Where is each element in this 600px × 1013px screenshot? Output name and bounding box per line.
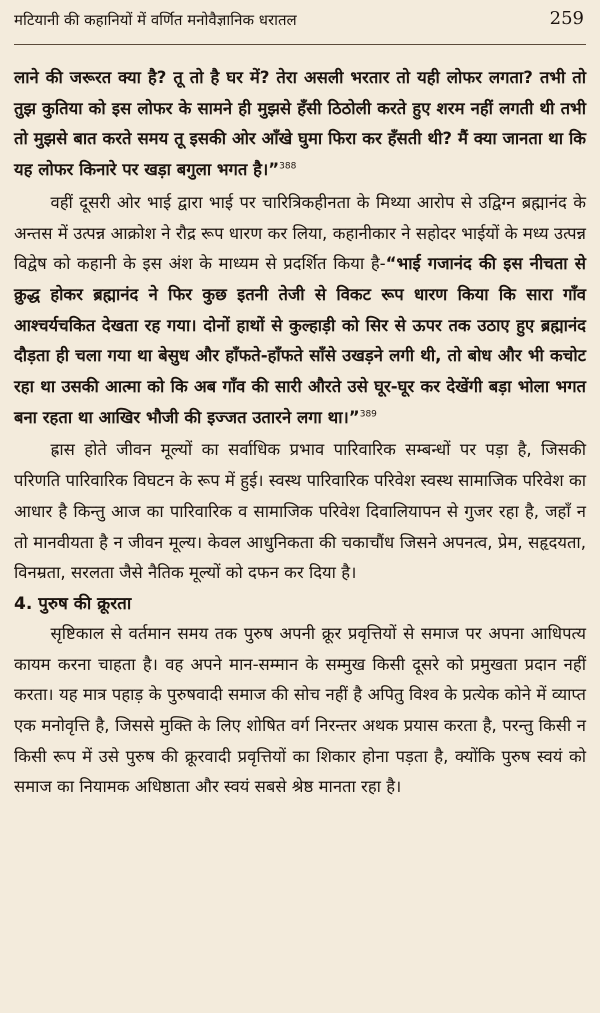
page-header: [14, 0, 586, 45]
page-number: 259: [549, 8, 584, 29]
paragraph-male-cruelty: सृष्टिकाल से वर्तमान समय तक पुरुष अपनी क्रूर प्रवृत्तियों से समाज पर अपना आधिपत्य कायम करना चाहता है। वह अपने मान-सम्मान के सम्मुख किसी दूसरे को प्रमुखता प्रदान नहीं करता। यह मात्र पहाड़ के पुरुषवादी समाज की सोच नहीं है अपितु विश्व के प्रत्येक कोने में व्याप्त एक मनोवृत्ति है, जिससे मुक्ति के लिए शोषित वर्ग निरन्तर अथक प्रयास करता है, परन्तु किसी न किसी रूप में उसे पुरुष की क्रूरवादी प्रवृत्तियों का शिकार होना पड़ता है, क्योंकि पुरुष स्वयं को समाज का नियामक अधिष्ठाता और स्वयं सबसे श्रेष्ठ मानता रहा है।: [14, 623, 586, 797]
footnote-ref-388: 388: [279, 161, 297, 172]
section-heading: 4. पुरुष की क्रूरता: [14, 593, 132, 614]
footnote-ref-389: 389: [359, 409, 377, 420]
running-title: मटियानी की कहानियों में वर्णित मनोवैज्ञानिक धरातल: [14, 11, 297, 29]
page-body: [14, 45, 586, 803]
paragraph-brahmanand: [14, 188, 586, 434]
paragraph-life-values: ह्रास होते जीवन मूल्यों का सर्वाधिक प्रभाव पारिवारिक सम्बन्धों पर पड़ा है, जिसकी परिणति पारिवारिक विघटन के रूप में हुई। स्वस्थ पारिवारिक परिवेश स्वस्थ सामाजिक परिवेश का आधार है किन्तु आज का पारिवारिक व सामाजिक परिवेश दिवालियापन से गुजर रहा है, जहाँ न तो मानवीयता है न जीवन मूल्य। केवल आधुनिकता की चकाचौंध जिसने अपनत्व, प्रेम, सहृदयता, विनम्रता, सरलता जैसे नैतिक मूल्यों को दफन कर दिया है।: [14, 440, 586, 583]
paragraph-intro-text: वहीं दूसरी ओर भाई द्वारा भाई पर चारित्रिकहीनता के मिथ्या आरोप से उद्विग्न ब्रह्मानंद के अन्तस में उत्पन्न आक्रोश ने रौद्र रूप धारण कर लिया, कहानीकार ने सहोदर भाईयों के मध्य उत्पन्न विद्वेष को कहानी के इस अंश के माध्यम से प्रदर्शित किया है-: [14, 192, 586, 274]
quote-text: लाने की जरूरत क्या है? तू तो है घर में? तेरा असली भरतार तो यही लोफर लगता? तभी तो तुझ कुतिया को इस लोफर के सामने ही मुझसे हँसी ठिठोली करते हुए शरम नहीं लगती थी तभी तो मुझसे बात करते समय तू इसकी ओर आँखे घुमा फिरा कर हँसती थी? मैं क्या जानता था कि यह लोफर किनारे पर खड़ा बगुला भगत है।”: [14, 68, 586, 180]
quote-text-389: “भाई गजानंद की इस नीचता से क्रुद्ध होकर ब्रह्मानंद ने फिर कुछ इतनी तेजी से विकट रूप धारण किया कि सारा गाँव आश्चर्यचकित देखता रह गया। दोनों हाथों से कुल्हाड़ी को सिर से ऊपर तक उठाए हुए ब्रह्मानंद दौड़ता ही चला गया था बेसुध और हाँफते-हाँफते साँसे उखड़ने लगी थी, तो बोध और भी कचोट रहा था उसकी आत्मा को कि अब गाँव की सारी औरते उसे घूर-घूर कर देखेंगी बड़ा भोला भगत बना रहता था आखिर भौजी की इज्जत उतारने लगा था।”: [14, 254, 586, 427]
quote-paragraph-388: [14, 63, 586, 186]
